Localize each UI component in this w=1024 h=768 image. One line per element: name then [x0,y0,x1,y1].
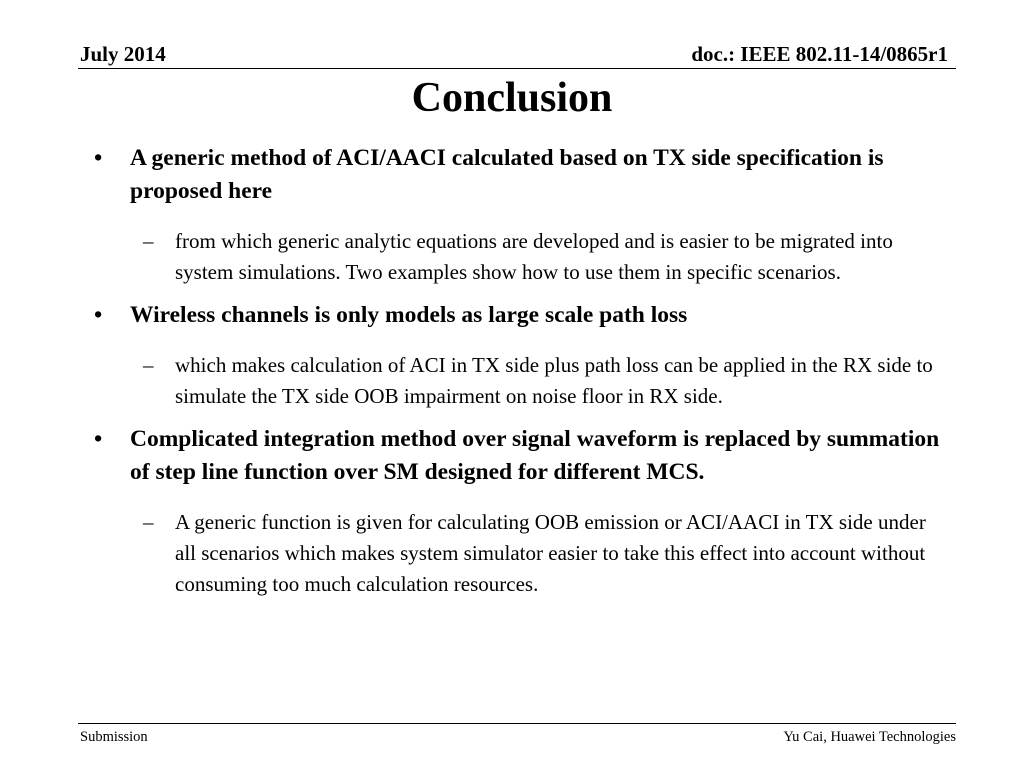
footer-author: Yu Cai, Huawei Technologies [783,729,956,745]
sub-bullet-text: from which generic analytic equations are developed and is easier to be migrated into system simulations. Two examples show how to use them in specific scenarios. [175,229,893,284]
bullet-item [94,299,940,332]
sub-bullet-item [143,507,945,600]
bullet-text: A generic method of ACI/AACI calculated based on TX side specification is proposed here [130,145,884,204]
dash-marker: – [143,353,154,377]
footer-submission: Submission [80,729,148,745]
dash-marker: – [143,510,154,534]
footer-divider [78,723,956,724]
bullet-marker: • [94,426,103,452]
header-divider [78,68,956,69]
bullet-item [94,423,940,489]
sub-bullet-text: which makes calculation of ACI in TX side plus path loss can be applied in the RX side to simulate the TX side OOB impairment on noise floor in RX side. [175,353,933,408]
header-doc-id: doc.: IEEE 802.11-14/0865r1 [691,42,948,66]
slide-body [0,142,1024,600]
bullet-marker: • [94,145,103,171]
dash-marker: – [143,229,154,253]
sub-bullet-text: A generic function is given for calculating OOB emission or ACI/AACI in TX side under all scenarios which makes system simulator easier to take this effect into account without consuming too much calculation resources. [175,510,926,596]
bullet-text: Complicated integration method over signal waveform is replaced by summation of step line function over SM designed for different MCS. [130,426,940,485]
bullet-item [94,142,940,208]
slide-title: Conclusion [411,75,613,121]
bullet-marker: • [94,302,103,328]
sub-bullet-item [143,226,945,288]
sub-bullet-item [143,350,945,412]
header-date: July 2014 [80,42,166,66]
bullet-text: Wireless channels is only models as large scale path loss [130,302,688,328]
